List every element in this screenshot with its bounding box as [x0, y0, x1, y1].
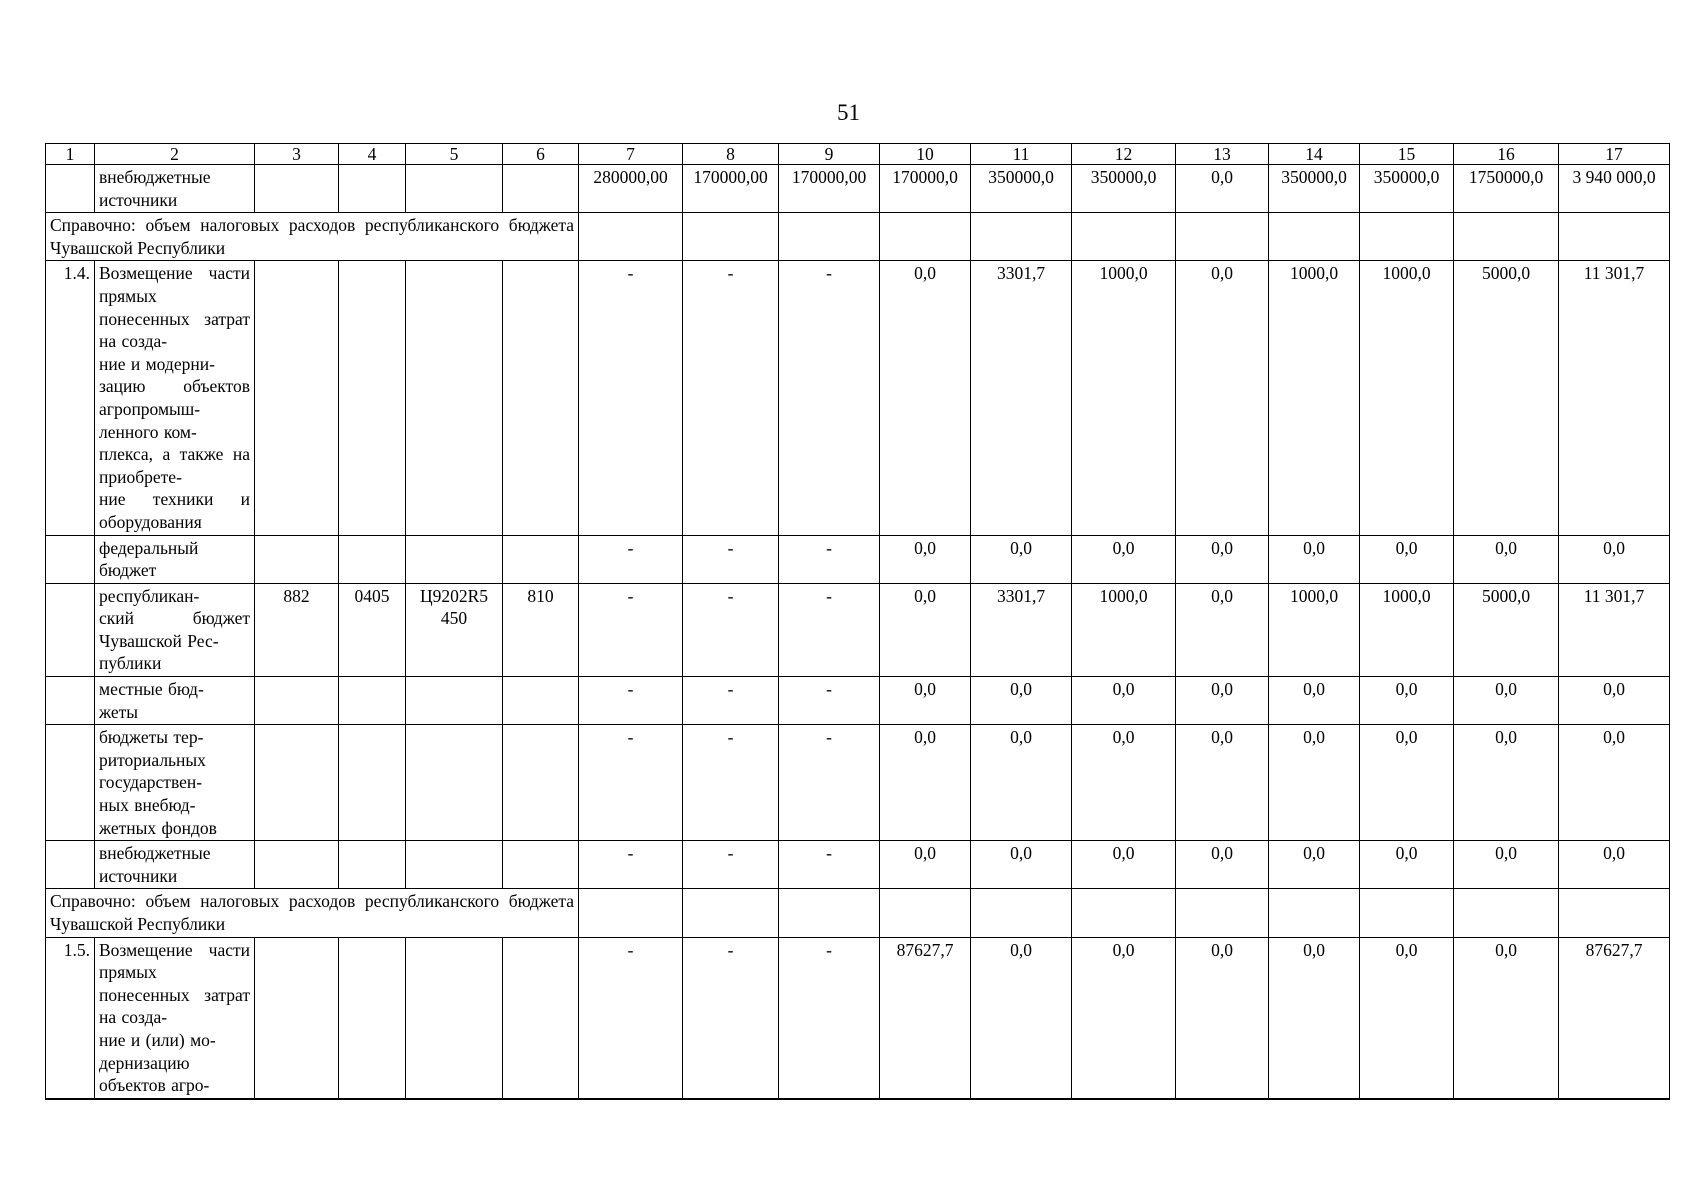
- code-cell: [503, 725, 579, 841]
- empty-cell: [1072, 213, 1176, 261]
- value-cell: 0,0: [1559, 841, 1670, 889]
- row-name: внебюджетные источники: [95, 165, 255, 213]
- empty-cell: [971, 213, 1072, 261]
- code-cell: [339, 725, 406, 841]
- header-cell: 6: [503, 144, 579, 165]
- value-cell: 0,0: [1176, 937, 1269, 1099]
- value-cell: -: [683, 725, 779, 841]
- header-cell: 5: [406, 144, 503, 165]
- value-cell: 1000,0: [1072, 583, 1176, 676]
- empty-cell: [1269, 889, 1360, 937]
- reference-note-row: [46, 213, 1670, 261]
- header-row: [46, 144, 1670, 165]
- code-cell: [339, 841, 406, 889]
- code-cell: [255, 677, 339, 725]
- value-cell: -: [579, 937, 683, 1099]
- value-cell: 0,0: [1269, 677, 1360, 725]
- value-cell: 0,0: [1176, 583, 1269, 676]
- code-cell: [255, 725, 339, 841]
- value-cell: 0,0: [1072, 535, 1176, 583]
- value-cell: 1000,0: [1072, 261, 1176, 535]
- empty-cell: [779, 889, 880, 937]
- value-cell: -: [779, 677, 880, 725]
- code-cell: [503, 677, 579, 725]
- code-cell: [255, 261, 339, 535]
- header-cell: 15: [1360, 144, 1454, 165]
- empty-cell: [579, 889, 683, 937]
- code-cell: [255, 535, 339, 583]
- value-cell: -: [579, 583, 683, 676]
- header-cell: 12: [1072, 144, 1176, 165]
- page-number: 51: [837, 100, 860, 125]
- value-cell: 0,0: [1454, 725, 1559, 841]
- value-cell: -: [683, 937, 779, 1099]
- value-cell: 0,0: [1176, 261, 1269, 535]
- row-index: [46, 677, 95, 725]
- code-cell: [406, 165, 503, 213]
- header-cell: 3: [255, 144, 339, 165]
- empty-cell: [1360, 213, 1454, 261]
- row-index: 1.4.: [46, 261, 95, 535]
- header-cell: 16: [1454, 144, 1559, 165]
- table-row: [46, 841, 1670, 889]
- value-cell: 87627,7: [1559, 937, 1670, 1099]
- value-cell: 0,0: [971, 937, 1072, 1099]
- value-cell: 0,0: [1360, 937, 1454, 1099]
- row-index: 1.5.: [46, 937, 95, 1099]
- row-index: [46, 583, 95, 676]
- empty-cell: [1454, 889, 1559, 937]
- value-cell: 1000,0: [1269, 261, 1360, 535]
- value-cell: 0,0: [1269, 937, 1360, 1099]
- header-cell: 13: [1176, 144, 1269, 165]
- value-cell: -: [683, 261, 779, 535]
- value-cell: 0,0: [1176, 725, 1269, 841]
- value-cell: 0,0: [1454, 677, 1559, 725]
- value-cell: 0,0: [1360, 725, 1454, 841]
- value-cell: -: [779, 725, 880, 841]
- value-cell: 0,0: [1454, 937, 1559, 1099]
- empty-cell: [1559, 213, 1670, 261]
- header-cell: 10: [880, 144, 971, 165]
- value-cell: 3301,7: [971, 261, 1072, 535]
- code-cell: [406, 535, 503, 583]
- value-cell: 350000,0: [971, 165, 1072, 213]
- empty-cell: [1072, 889, 1176, 937]
- code-cell: [503, 535, 579, 583]
- empty-cell: [880, 889, 971, 937]
- code-cell: [503, 165, 579, 213]
- value-cell: 0,0: [1360, 535, 1454, 583]
- code-cell: [406, 261, 503, 535]
- table-row: [46, 677, 1670, 725]
- value-cell: 0,0: [880, 677, 971, 725]
- value-cell: 170000,0: [880, 165, 971, 213]
- code-cell: [255, 937, 339, 1099]
- code-cell: [503, 261, 579, 535]
- code-cell: [339, 677, 406, 725]
- code-cell: 0405: [339, 583, 406, 676]
- empty-cell: [683, 213, 779, 261]
- row-name: внебюджетные источники: [95, 841, 255, 889]
- reference-note-row: [46, 889, 1670, 937]
- table-row: [46, 583, 1670, 676]
- row-name: Возмещение части прямых понесенных затрат на созда- ние и (или) мо- дернизацию объектов агро-: [95, 937, 255, 1099]
- value-cell: 5000,0: [1454, 261, 1559, 535]
- header-cell: 4: [339, 144, 406, 165]
- code-cell: [503, 841, 579, 889]
- empty-cell: [1269, 213, 1360, 261]
- header-cell: 2: [95, 144, 255, 165]
- code-cell: [255, 165, 339, 213]
- value-cell: 0,0: [1176, 165, 1269, 213]
- header-cell: 7: [579, 144, 683, 165]
- value-cell: 0,0: [1072, 725, 1176, 841]
- value-cell: 0,0: [1559, 535, 1670, 583]
- budget-table: [45, 143, 1670, 1100]
- value-cell: 350000,0: [1072, 165, 1176, 213]
- value-cell: -: [683, 841, 779, 889]
- code-cell: [255, 841, 339, 889]
- header-cell: 14: [1269, 144, 1360, 165]
- table-row: [46, 937, 1670, 1099]
- empty-cell: [880, 213, 971, 261]
- value-cell: 0,0: [1269, 725, 1360, 841]
- value-cell: 1000,0: [1360, 261, 1454, 535]
- empty-cell: [779, 213, 880, 261]
- header-cell: 9: [779, 144, 880, 165]
- value-cell: 0,0: [1269, 535, 1360, 583]
- value-cell: -: [683, 535, 779, 583]
- code-cell: [406, 725, 503, 841]
- header-cell: 11: [971, 144, 1072, 165]
- value-cell: 0,0: [971, 725, 1072, 841]
- value-cell: -: [579, 841, 683, 889]
- value-cell: 0,0: [1559, 725, 1670, 841]
- value-cell: 0,0: [1072, 677, 1176, 725]
- value-cell: -: [779, 535, 880, 583]
- value-cell: 87627,7: [880, 937, 971, 1099]
- value-cell: 0,0: [1176, 535, 1269, 583]
- value-cell: 0,0: [1072, 937, 1176, 1099]
- value-cell: 1750000,0: [1454, 165, 1559, 213]
- code-cell: [339, 165, 406, 213]
- value-cell: 170000,00: [683, 165, 779, 213]
- value-cell: 0,0: [1072, 841, 1176, 889]
- code-cell: [339, 937, 406, 1099]
- value-cell: 11 301,7: [1559, 261, 1670, 535]
- value-cell: -: [579, 535, 683, 583]
- value-cell: 3301,7: [971, 583, 1072, 676]
- value-cell: 0,0: [971, 841, 1072, 889]
- code-cell: 882: [255, 583, 339, 676]
- value-cell: 280000,00: [579, 165, 683, 213]
- code-cell: [339, 535, 406, 583]
- value-cell: -: [579, 725, 683, 841]
- value-cell: -: [579, 677, 683, 725]
- code-cell: 810: [503, 583, 579, 676]
- value-cell: -: [683, 677, 779, 725]
- row-name: республикан- ский бюджет Чувашской Рес- публики: [95, 583, 255, 676]
- row-index: [46, 165, 95, 213]
- table-row: [46, 261, 1670, 535]
- empty-cell: [1559, 889, 1670, 937]
- table-row: [46, 725, 1670, 841]
- value-cell: 0,0: [1454, 841, 1559, 889]
- value-cell: 0,0: [1360, 677, 1454, 725]
- empty-cell: [579, 213, 683, 261]
- table-row: [46, 535, 1670, 583]
- header-cell: 8: [683, 144, 779, 165]
- empty-cell: [1454, 213, 1559, 261]
- value-cell: 0,0: [1269, 841, 1360, 889]
- value-cell: 5000,0: [1454, 583, 1559, 676]
- code-cell: Ц9202R5 450: [406, 583, 503, 676]
- value-cell: 11 301,7: [1559, 583, 1670, 676]
- value-cell: 170000,00: [779, 165, 880, 213]
- code-cell: [406, 937, 503, 1099]
- value-cell: -: [683, 583, 779, 676]
- value-cell: 3 940 000,0: [1559, 165, 1670, 213]
- row-name: Возмещение части прямых понесенных затрат на созда- ние и модерни- зацию объектов агропромыш- ленного ком- плекса, а также на приобрете- ние техники и оборудования: [95, 261, 255, 535]
- empty-cell: [971, 889, 1072, 937]
- value-cell: -: [779, 583, 880, 676]
- empty-cell: [1360, 889, 1454, 937]
- value-cell: 0,0: [1454, 535, 1559, 583]
- value-cell: 350000,0: [1360, 165, 1454, 213]
- empty-cell: [1176, 889, 1269, 937]
- value-cell: 0,0: [880, 583, 971, 676]
- row-index: [46, 535, 95, 583]
- value-cell: 0,0: [971, 535, 1072, 583]
- value-cell: 0,0: [971, 677, 1072, 725]
- code-cell: [406, 841, 503, 889]
- empty-cell: [1176, 213, 1269, 261]
- reference-note: Справочно: объем налоговых расходов республиканского бюджета Чувашской Республики: [46, 889, 579, 937]
- code-cell: [503, 937, 579, 1099]
- value-cell: 1000,0: [1360, 583, 1454, 676]
- code-cell: [339, 261, 406, 535]
- value-cell: 0,0: [1559, 677, 1670, 725]
- value-cell: 0,0: [880, 841, 971, 889]
- row-name: местные бюд- жеты: [95, 677, 255, 725]
- header-cell: 17: [1559, 144, 1670, 165]
- value-cell: 1000,0: [1269, 583, 1360, 676]
- table-row: [46, 165, 1670, 213]
- value-cell: -: [779, 261, 880, 535]
- row-name: бюджеты тер- риториальных государствен- ных внебюд- жетных фондов: [95, 725, 255, 841]
- value-cell: 0,0: [880, 535, 971, 583]
- value-cell: 0,0: [1176, 677, 1269, 725]
- empty-cell: [683, 889, 779, 937]
- table-body: [46, 144, 1670, 1099]
- row-name: федеральный бюджет: [95, 535, 255, 583]
- value-cell: 0,0: [1176, 841, 1269, 889]
- value-cell: 350000,0: [1269, 165, 1360, 213]
- value-cell: -: [779, 841, 880, 889]
- value-cell: 0,0: [1360, 841, 1454, 889]
- value-cell: 0,0: [880, 261, 971, 535]
- row-index: [46, 841, 95, 889]
- value-cell: -: [579, 261, 683, 535]
- header-cell: 1: [46, 144, 95, 165]
- reference-note: Справочно: объем налоговых расходов республиканского бюджета Чувашской Республики: [46, 213, 579, 261]
- code-cell: [406, 677, 503, 725]
- row-index: [46, 725, 95, 841]
- value-cell: 0,0: [880, 725, 971, 841]
- value-cell: -: [779, 937, 880, 1099]
